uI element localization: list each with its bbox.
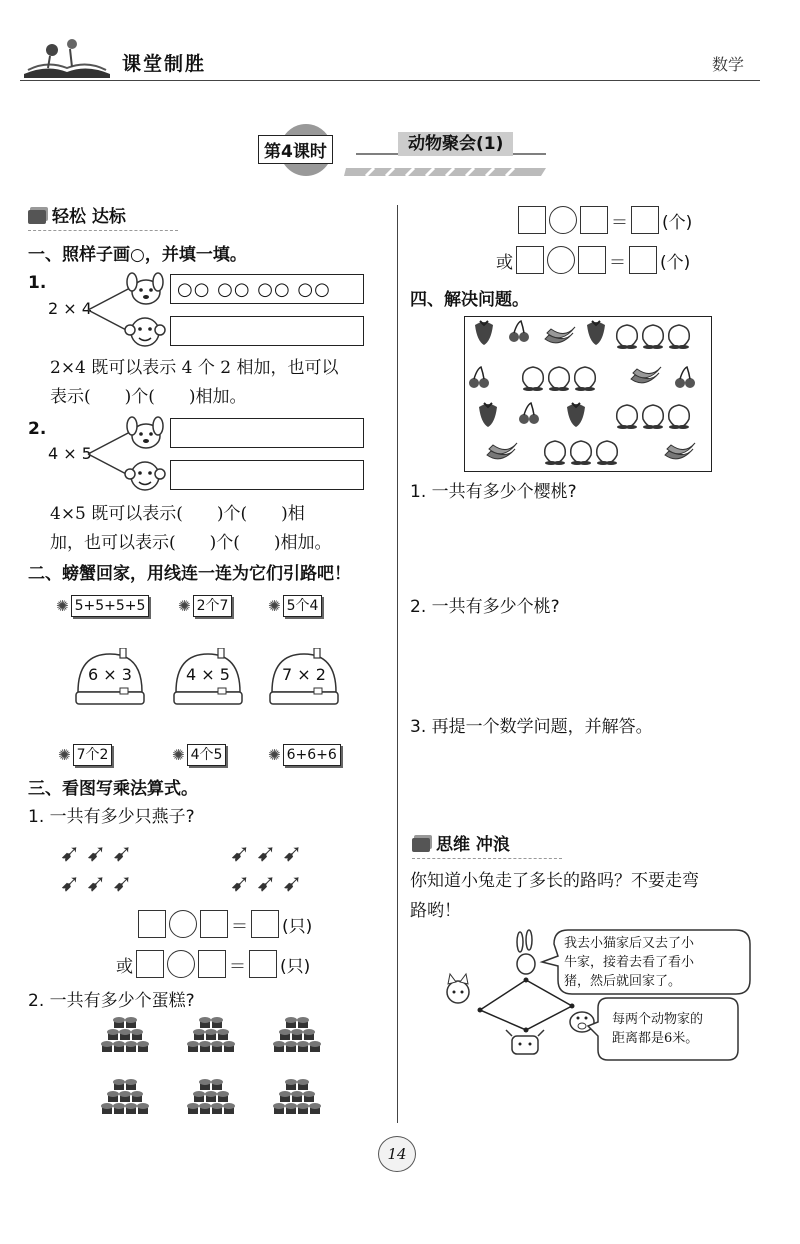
lesson-title: 动物聚会(1) — [398, 132, 513, 156]
operator-circle[interactable] — [167, 950, 195, 978]
q1-sub1-monkey-box[interactable] — [170, 316, 364, 346]
cake-icon — [101, 1017, 149, 1052]
q1-sub2-text-b: 加，也可以表示( )个( )相加。 — [50, 533, 332, 553]
unit-label: (个) — [662, 212, 693, 233]
house-label: 4 × 5 — [186, 665, 230, 684]
crab-icon: ✺ — [58, 746, 71, 764]
peach-icon — [545, 441, 566, 465]
or-label: 或 — [496, 252, 513, 273]
swallow-icon: ➹➹➹ — [60, 839, 139, 867]
swallow-group-left — [60, 838, 210, 902]
crab-icon: ✺ — [178, 597, 191, 615]
example-circles: ○○ ○○ ○○ ○○ — [177, 278, 331, 300]
swallow-group-right — [230, 838, 380, 902]
q4-sub1: 1. 一共有多少个樱桃? — [410, 482, 577, 502]
crab-label: 2个7 — [193, 595, 233, 617]
page-number: 14 — [387, 1145, 407, 1163]
crab-label: 6+6+6 — [283, 744, 341, 766]
house-label: 6 × 3 — [88, 665, 132, 684]
peach-icon — [549, 367, 570, 391]
equals-sign: ＝ — [229, 956, 246, 977]
unit-label: (个) — [660, 252, 691, 273]
house-label: 7 × 2 — [282, 665, 326, 684]
q1-sub2-expr: 4 × 5 — [48, 444, 92, 463]
crab-label: 5个4 — [283, 595, 323, 617]
cow-icon — [506, 1030, 544, 1054]
speech-bubble-note — [612, 1010, 703, 1048]
peach-icon — [669, 405, 690, 429]
strawberry-icon — [475, 321, 493, 345]
q1-heading: 一、照样子画○，并填一填。 — [28, 245, 247, 265]
crab-tag-bottom-3[interactable] — [268, 744, 341, 766]
q1-sub2-text-a: 4×5 既可以表示( )个( )相 — [50, 504, 305, 524]
q1-sub1-text-a: 2×4 既可以表示 4 个 2 相加，也可以 — [50, 358, 339, 378]
peach-icon — [617, 325, 638, 349]
equals-sign: ＝ — [231, 916, 248, 937]
crab-icon: ✺ — [268, 597, 281, 615]
operator-circle[interactable] — [547, 246, 575, 274]
banana-icon — [545, 327, 575, 343]
equals-sign: ＝ — [609, 252, 626, 273]
cake-icon — [273, 1079, 321, 1114]
section2-underline — [412, 858, 562, 859]
section-title-thinking — [412, 834, 510, 856]
rabbit-icon — [517, 930, 535, 974]
answer-box[interactable] — [136, 950, 164, 978]
strawberry-icon — [567, 403, 585, 427]
right-equation-1 — [518, 206, 692, 234]
peach-icon — [523, 367, 544, 391]
swallow-icon: ➹➹➹ — [230, 869, 309, 897]
header-logo — [22, 34, 112, 78]
puzzle-text-a: 你知道小兔走了多长的路吗？不要走弯 — [410, 871, 699, 891]
dog-icon — [124, 272, 166, 308]
bubble2-line: 距离都是6米。 — [612, 1031, 699, 1046]
crab-label: 4个5 — [187, 744, 227, 766]
cherry-icon — [675, 367, 695, 388]
peach-icon — [643, 405, 664, 429]
page-number-badge — [378, 1136, 416, 1172]
header-subject: 数学 — [712, 55, 745, 74]
q3-heading: 三、看图写乘法算式。 — [28, 779, 198, 799]
fruit-illustration — [465, 317, 711, 471]
crab-tag-top-3[interactable] — [268, 595, 322, 617]
cake-icon — [273, 1017, 321, 1052]
crab-tag-bottom-1[interactable] — [58, 744, 112, 766]
crab-tag-top-1[interactable] — [56, 595, 149, 617]
section2-label: 思维 冲浪 — [436, 835, 510, 855]
crab-tag-bottom-2[interactable] — [172, 744, 226, 766]
lesson-banner — [256, 118, 546, 178]
book-stack-icon — [28, 210, 46, 224]
banana-icon — [665, 443, 695, 459]
answer-box[interactable] — [251, 910, 279, 938]
q1-sub2-dog-box[interactable] — [170, 418, 364, 448]
dog-icon — [124, 416, 166, 452]
peach-icon — [575, 367, 596, 391]
crab-label: 7个2 — [73, 744, 113, 766]
cake-icon — [101, 1079, 149, 1114]
answer-box[interactable] — [138, 910, 166, 938]
cat-icon — [447, 974, 469, 1003]
unit-label: (只) — [282, 916, 313, 937]
lesson-label: 第4课时 — [258, 135, 333, 164]
answer-box[interactable] — [516, 246, 544, 274]
crab-icon: ✺ — [268, 746, 281, 764]
peach-icon — [643, 325, 664, 349]
section-title-underline — [28, 230, 178, 231]
book-logo-icon — [22, 34, 112, 78]
operator-circle[interactable] — [549, 206, 577, 234]
speech-bubble-rabbit — [564, 934, 694, 991]
answer-box[interactable] — [198, 950, 226, 978]
q4-heading: 四、解决问题。 — [410, 290, 529, 310]
monkey-icon — [124, 456, 166, 494]
peach-icon — [617, 405, 638, 429]
equals-sign: ＝ — [611, 212, 628, 233]
crab-label: 5+5+5+5 — [71, 595, 150, 617]
section-title-easy — [28, 206, 126, 228]
answer-box[interactable] — [578, 246, 606, 274]
q3-sub1: 1. 一共有多少只燕子? — [28, 807, 195, 827]
q3-sub1-equation-2 — [116, 950, 310, 978]
bubble1-line: 我去小猫家后又去了小 — [564, 936, 695, 951]
peach-icon — [597, 441, 618, 465]
q1-sub1-num: 1. — [28, 273, 47, 293]
peach-icon — [669, 325, 690, 349]
strawberry-icon — [587, 321, 605, 345]
q3-sub2: 2. 一共有多少个蛋糕? — [28, 991, 195, 1011]
answer-box[interactable] — [249, 950, 277, 978]
puzzle-text-b: 路哟！ — [410, 901, 461, 921]
q1-sub1-dog-box — [170, 274, 364, 304]
book-stack-icon — [412, 838, 430, 852]
peach-icon — [571, 441, 592, 465]
strawberry-icon — [479, 403, 497, 427]
bubble2-line: 每两个动物家的 — [612, 1012, 704, 1027]
q1-sub2-num: 2. — [28, 419, 47, 439]
cake-icon — [187, 1079, 235, 1114]
or-label: 或 — [116, 956, 133, 977]
answer-box[interactable] — [580, 206, 608, 234]
header-book-title: 课堂制胜 — [122, 53, 207, 75]
crab-tag-top-2[interactable] — [178, 595, 232, 617]
header-rule — [20, 80, 760, 81]
unit-label: (只) — [280, 956, 311, 977]
answer-box[interactable] — [200, 910, 228, 938]
section1-label: 轻松 达标 — [52, 207, 126, 227]
banana-icon — [487, 443, 517, 459]
house-2[interactable] — [172, 648, 244, 708]
answer-box[interactable] — [518, 206, 546, 234]
cherry-icon — [469, 367, 489, 388]
q1-sub2-monkey-box[interactable] — [170, 460, 364, 490]
swallow-icon: ➹➹➹ — [230, 839, 309, 867]
q4-sub2: 2. 一共有多少个桃? — [410, 597, 560, 617]
q2-heading: 二、螃蟹回家，用线连一连为它们引路吧！ — [28, 564, 351, 584]
q1-sub1-text-b: 表示( )个( )相加。 — [50, 387, 247, 407]
bubble1-line: 猪，然后就回家了。 — [564, 974, 682, 989]
crab-icon: ✺ — [172, 746, 185, 764]
fruit-picture — [464, 316, 712, 472]
swallow-icon: ➹➹➹ — [60, 869, 139, 897]
column-divider — [397, 205, 398, 1123]
cake-groups — [96, 1016, 346, 1128]
bubble1-line: 牛家，接着去看了看小 — [564, 955, 695, 970]
q1-sub1-expr: 2 × 4 — [48, 299, 92, 318]
answer-box[interactable] — [629, 246, 657, 274]
monkey-icon — [124, 312, 166, 350]
banana-icon — [631, 367, 661, 383]
right-equation-2 — [496, 246, 690, 274]
house-1[interactable] — [74, 648, 146, 708]
cherry-icon — [519, 403, 539, 424]
q3-sub1-equation-1 — [138, 910, 312, 938]
answer-box[interactable] — [631, 206, 659, 234]
operator-circle[interactable] — [169, 910, 197, 938]
cherry-icon — [509, 321, 529, 342]
cake-icon — [187, 1017, 235, 1052]
crab-icon: ✺ — [56, 597, 69, 615]
house-3[interactable] — [268, 648, 340, 708]
q4-sub3: 3. 再提一个数学问题，并解答。 — [410, 717, 653, 737]
